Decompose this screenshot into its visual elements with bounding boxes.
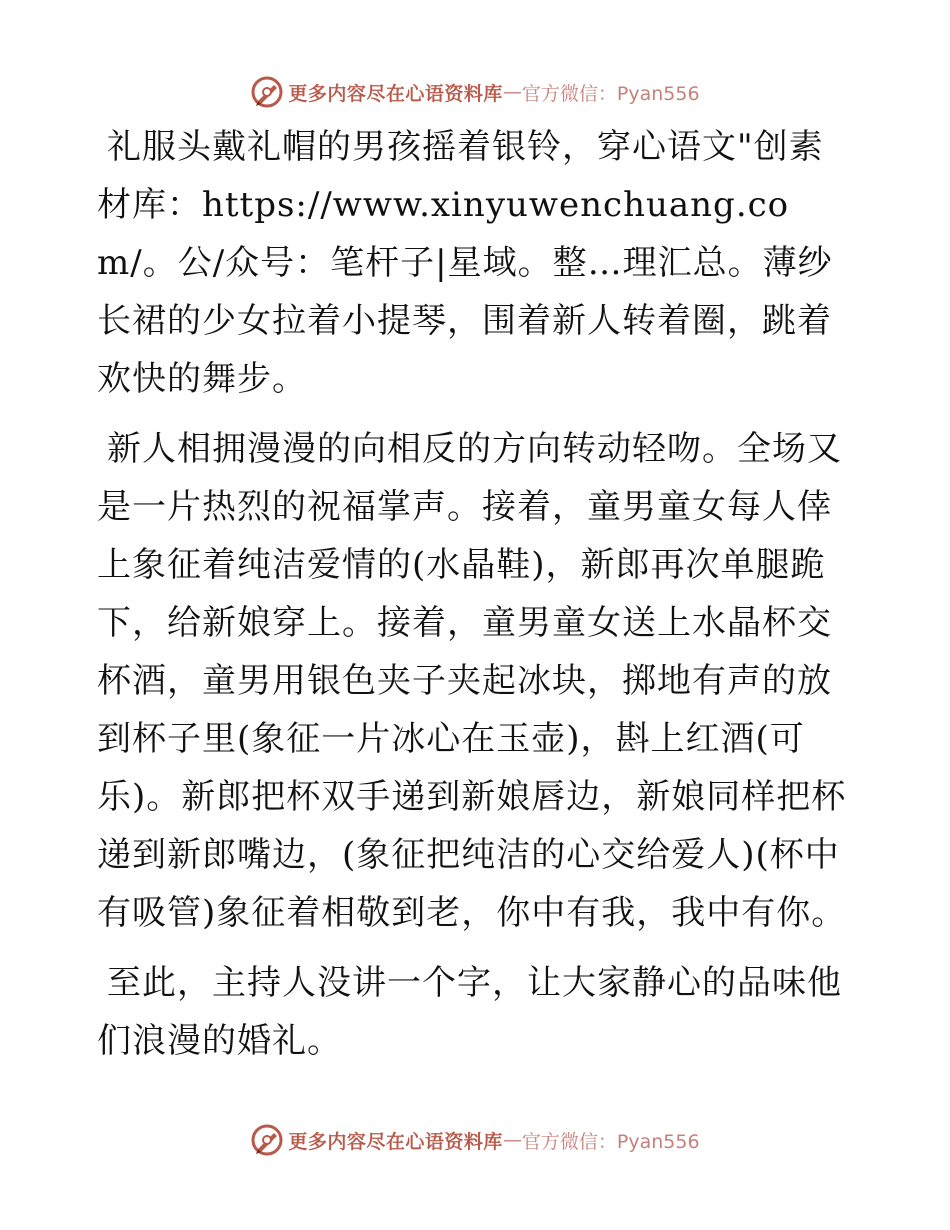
- paragraph: 至此，主持人没讲一个字，让大家静心的品味他们浪漫的婚礼。: [97, 963, 842, 1061]
- pen-logo-icon: [250, 1123, 284, 1157]
- header-contact: 官方微信：Pyan556: [521, 82, 700, 105]
- footer-contact: 官方微信：Pyan556: [521, 1130, 700, 1153]
- footer-dash: —: [502, 1129, 522, 1151]
- pen-logo-icon: [250, 75, 284, 109]
- header-brand-text: 更多内容尽在心语资料库: [288, 82, 503, 105]
- paragraph: 礼服头戴礼帽的男孩摇着银铃，穿心语文"创素材库：https://www.xinyuwenchuang.com/。公/众号：笔杆子|星域。整…理汇总。薄纱长裙的少女拉着小提琴，围着新人转着圈，跳着欢快的舞步。: [97, 127, 833, 399]
- paragraph: 新人相拥漫漫的向相反的方向转动轻吻。全场又是一片热烈的祝福掌声。接着，童男童女每人倖上象征着纯洁爱情的(水晶鞋)，新郎再次单腿跪下，给新娘穿上。接着，童男童女送上水晶杯交杯酒，童男用银色夹子夹起冰块，掷地有声的放到杯子里(象征一片冰心在玉壶)，斟上红酒(可乐)。新郎把杯双手递到新娘唇边，新娘同样把杯递到新郎嘴边，(象征把纯洁的心交给爱人)(杯中有吸管)象征着相敬到老，你中有我，我中有你。: [97, 429, 847, 933]
- footer-banner: [0, 1118, 950, 1162]
- document-body: [97, 118, 853, 1082]
- header-dash: —: [502, 81, 522, 103]
- header-banner: [0, 70, 950, 114]
- footer-brand-text: 更多内容尽在心语资料库: [288, 1130, 503, 1153]
